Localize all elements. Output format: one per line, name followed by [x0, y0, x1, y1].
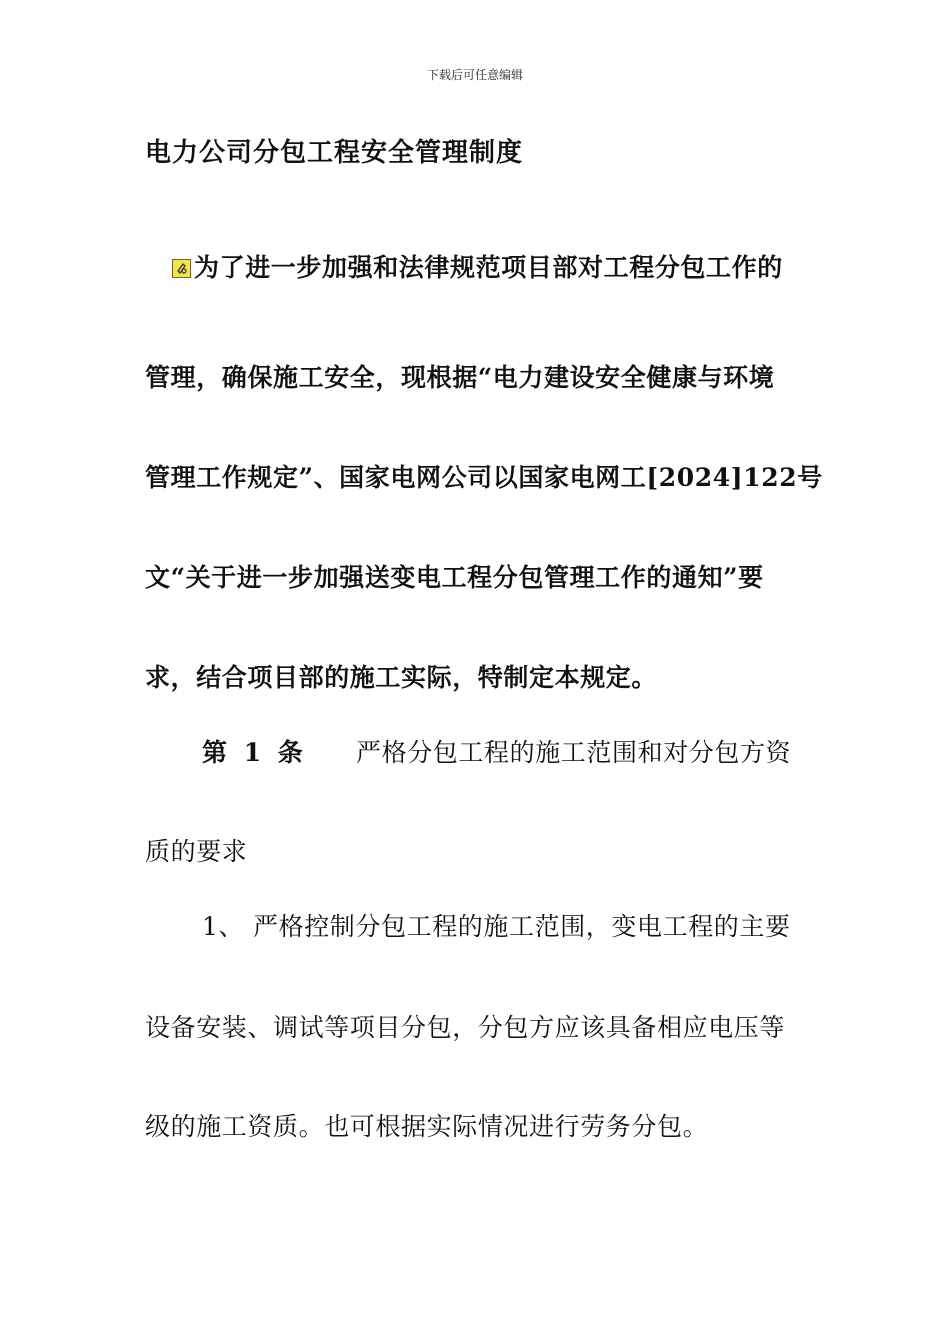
intro-line-4: 文“关于进一步加强送变电工程分包管理工作的通知”要 [145, 563, 764, 592]
article-1-heading-cont: 质的要求 [145, 837, 248, 866]
article-1-heading [202, 733, 307, 769]
item-1-number: 1、 [202, 912, 245, 941]
embedded-object-icon[interactable] [172, 259, 191, 278]
article-number: 第 1 条 [202, 738, 307, 767]
article-1-heading-text: 严格分包工程的施工范围和对分包方资 [356, 738, 792, 767]
intro-line-5: 求，结合项目部的施工实际，特制定本规定。 [145, 663, 658, 692]
intro-line-2: 管理，确保施工安全，现根据“电力建设安全健康与环境 [145, 363, 775, 392]
intro-line-1 [172, 248, 783, 284]
header-note: 下载后可任意编辑 [426, 68, 523, 82]
item-1-line-1: 严格控制分包工程的施工范围，变电工程的主要 [253, 912, 791, 941]
intro-line-3: 管理工作规定”、国家电网公司以国家电网工[2024]122号 [145, 463, 823, 492]
item-1-line-2: 设备安装、调试等项目分包，分包方应该具备相应电压等 [145, 1013, 786, 1042]
item-1-line-3: 级的施工资质。也可根据实际情况进行劳务分包。 [145, 1112, 709, 1141]
document-title: 电力公司分包工程安全管理制度 [145, 138, 524, 168]
intro-text: 为了进一步加强和法律规范项目部对工程分包工作的 [194, 253, 783, 282]
